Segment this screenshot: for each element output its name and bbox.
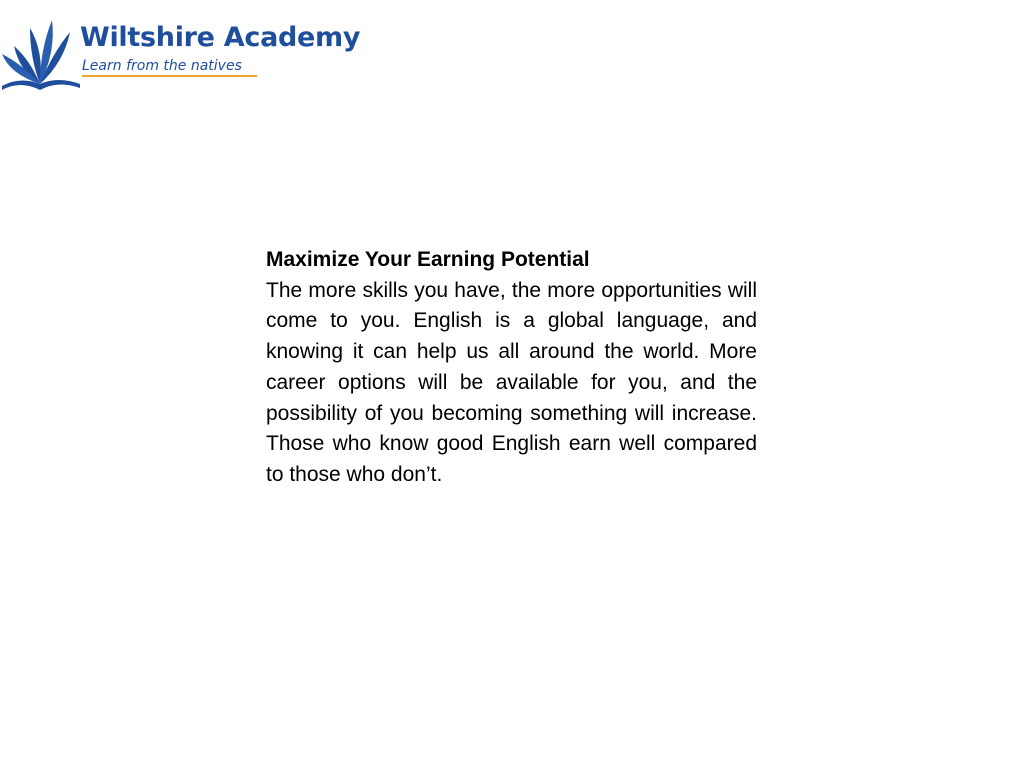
logo-title: Wiltshire Academy [80,22,361,53]
book-feather-icon [0,2,82,94]
article-section [266,245,757,491]
section-body: The more skills you have, the more opportunities will come to you. English is a global language, and knowing it can help us all around the world. More career options will be available for you, and the possibility of you becoming something will increase. Those who know good English earn well compared to those who don’t. [266,278,757,486]
logo-tagline: Learn from the natives [82,58,242,74]
section-heading: Maximize Your Earning Potential [266,248,590,271]
tagline-underline [82,75,257,77]
academy-logo [0,0,360,96]
